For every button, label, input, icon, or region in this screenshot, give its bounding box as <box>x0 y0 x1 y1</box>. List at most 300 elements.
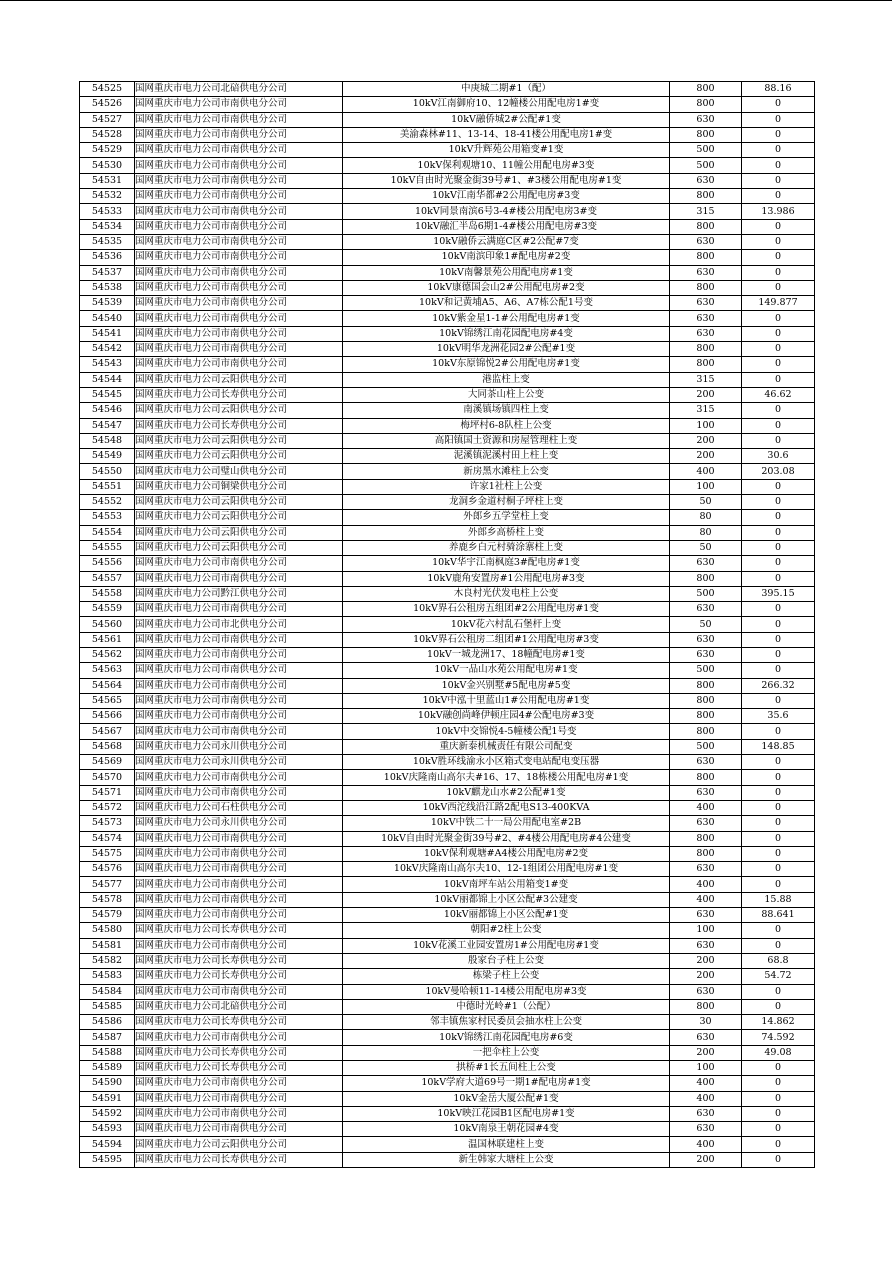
cell-transformer: 10kV鹿角安置房#1公用配电房#3变 <box>343 571 670 586</box>
cell-id: 54538 <box>80 280 135 295</box>
table-row <box>80 999 815 1014</box>
cell-company: 国网重庆市电力公司云阳供电分公司 <box>135 433 343 448</box>
cell-value: 0 <box>742 265 815 280</box>
cell-transformer: 10kV西沱线沿江路2配电S13-400KVA <box>343 800 670 815</box>
cell-company: 国网重庆市电力公司市南供电分公司 <box>135 112 343 127</box>
cell-id: 54547 <box>80 418 135 433</box>
table-row <box>80 755 815 770</box>
cell-capacity: 315 <box>670 372 742 387</box>
cell-capacity: 200 <box>670 1152 742 1167</box>
cell-value: 0 <box>742 1091 815 1106</box>
cell-transformer: 10kV庆隆南山高尔夫#16、17、18栋楼公用配电房#1变 <box>343 770 670 785</box>
cell-value: 0 <box>742 816 815 831</box>
cell-value: 0 <box>742 403 815 418</box>
cell-capacity: 800 <box>670 999 742 1014</box>
cell-capacity: 315 <box>670 204 742 219</box>
cell-transformer: 10kV东原锦悦2#公用配电房#1变 <box>343 357 670 372</box>
table-row <box>80 923 815 938</box>
cell-value: 0 <box>742 984 815 999</box>
table-row <box>80 647 815 662</box>
cell-company: 国网重庆市电力公司长寿供电分公司 <box>135 418 343 433</box>
cell-id: 54568 <box>80 739 135 754</box>
table-row <box>80 97 815 112</box>
cell-capacity: 100 <box>670 1061 742 1076</box>
cell-capacity: 200 <box>670 953 742 968</box>
cell-value: 148.85 <box>742 739 815 754</box>
cell-capacity: 400 <box>670 1137 742 1152</box>
cell-transformer: 温国林联建柱上变 <box>343 1137 670 1152</box>
cell-company: 国网重庆市电力公司市南供电分公司 <box>135 296 343 311</box>
cell-value: 0 <box>742 663 815 678</box>
table-row <box>80 479 815 494</box>
cell-transformer: 10kV界石公租房二组团#1公用配电房#3变 <box>343 632 670 647</box>
cell-value: 395.15 <box>742 586 815 601</box>
cell-capacity: 500 <box>670 663 742 678</box>
cell-capacity: 200 <box>670 969 742 984</box>
cell-capacity: 630 <box>670 296 742 311</box>
cell-capacity: 800 <box>670 831 742 846</box>
cell-id: 54554 <box>80 525 135 540</box>
cell-id: 54550 <box>80 464 135 479</box>
cell-transformer: 许家1社柱上公变 <box>343 479 670 494</box>
cell-id: 54595 <box>80 1152 135 1167</box>
cell-company: 国网重庆市电力公司市南供电分公司 <box>135 938 343 953</box>
cell-transformer: 10kV中泓十里蓝山1#公用配电房#1变 <box>343 693 670 708</box>
cell-capacity: 80 <box>670 525 742 540</box>
cell-company: 国网重庆市电力公司市南供电分公司 <box>135 234 343 249</box>
cell-capacity: 800 <box>670 678 742 693</box>
cell-capacity: 800 <box>670 127 742 142</box>
cell-id: 54571 <box>80 785 135 800</box>
cell-id: 54586 <box>80 1015 135 1030</box>
cell-id: 54562 <box>80 647 135 662</box>
cell-id: 54587 <box>80 1030 135 1045</box>
cell-value: 49.08 <box>742 1045 815 1060</box>
cell-id: 54551 <box>80 479 135 494</box>
cell-company: 国网重庆市电力公司市南供电分公司 <box>135 265 343 280</box>
cell-capacity: 800 <box>670 724 742 739</box>
cell-id: 54576 <box>80 862 135 877</box>
cell-capacity: 800 <box>670 571 742 586</box>
cell-company: 国网重庆市电力公司市南供电分公司 <box>135 724 343 739</box>
cell-transformer: 10kV丽都锦上小区公配#3公建变 <box>343 892 670 907</box>
cell-transformer: 10kV金兴别墅#5配电房#5变 <box>343 678 670 693</box>
cell-capacity: 630 <box>670 1106 742 1121</box>
cell-company: 国网重庆市电力公司长寿供电分公司 <box>135 923 343 938</box>
cell-value: 0 <box>742 189 815 204</box>
cell-transformer: 新房黑水滩柱上公变 <box>343 464 670 479</box>
cell-capacity: 800 <box>670 82 742 97</box>
cell-company: 国网重庆市电力公司市南供电分公司 <box>135 709 343 724</box>
cell-id: 54582 <box>80 953 135 968</box>
cell-capacity: 800 <box>670 357 742 372</box>
cell-company: 国网重庆市电力公司市南供电分公司 <box>135 326 343 341</box>
cell-id: 54557 <box>80 571 135 586</box>
cell-value: 0 <box>742 540 815 555</box>
table-row <box>80 495 815 510</box>
table-row <box>80 342 815 357</box>
cell-company: 国网重庆市电力公司市南供电分公司 <box>135 1091 343 1106</box>
cell-company: 国网重庆市电力公司市南供电分公司 <box>135 556 343 571</box>
cell-id: 54539 <box>80 296 135 311</box>
cell-transformer: 10kV南坪车站公用箱变1#变 <box>343 877 670 892</box>
table-row <box>80 82 815 97</box>
cell-value: 46.62 <box>742 387 815 402</box>
cell-id: 54537 <box>80 265 135 280</box>
cell-company: 国网重庆市电力公司市南供电分公司 <box>135 663 343 678</box>
cell-value: 0 <box>742 1076 815 1091</box>
cell-transformer: 10kV一城龙洲17、18幢配电房#1变 <box>343 647 670 662</box>
table-row <box>80 724 815 739</box>
cell-company: 国网重庆市电力公司长寿供电分公司 <box>135 1061 343 1076</box>
cell-value: 0 <box>742 219 815 234</box>
cell-capacity: 800 <box>670 250 742 265</box>
table-row <box>80 311 815 326</box>
cell-company: 国网重庆市电力公司市南供电分公司 <box>135 602 343 617</box>
cell-capacity: 630 <box>670 265 742 280</box>
table-row <box>80 1122 815 1137</box>
cell-transformer: 10kV中交锦悦4-5幢楼公配1号变 <box>343 724 670 739</box>
cell-transformer: 10kV学府大道69号一期1#配电房#1变 <box>343 1076 670 1091</box>
table-row <box>80 1152 815 1167</box>
cell-company: 国网重庆市电力公司石柱供电分公司 <box>135 800 343 815</box>
cell-id: 54589 <box>80 1061 135 1076</box>
cell-capacity: 630 <box>670 112 742 127</box>
cell-capacity: 50 <box>670 495 742 510</box>
cell-company: 国网重庆市电力公司市南供电分公司 <box>135 770 343 785</box>
cell-value: 0 <box>742 632 815 647</box>
table-row <box>80 1015 815 1030</box>
cell-transformer: 大同茶山柱上公变 <box>343 387 670 402</box>
cell-value: 0 <box>742 143 815 158</box>
table-row <box>80 739 815 754</box>
cell-company: 国网重庆市电力公司云阳供电分公司 <box>135 372 343 387</box>
cell-transformer: 10kV映江花园B1区配电房#1变 <box>343 1106 670 1121</box>
cell-capacity: 630 <box>670 647 742 662</box>
cell-value: 0 <box>742 785 815 800</box>
cell-id: 54581 <box>80 938 135 953</box>
cell-company: 国网重庆市电力公司云阳供电分公司 <box>135 525 343 540</box>
cell-transformer: 新生韩家大塘柱上公变 <box>343 1152 670 1167</box>
table-row <box>80 280 815 295</box>
cell-transformer: 外郎乡五学堂柱上变 <box>343 510 670 525</box>
cell-company: 国网重庆市电力公司市北供电分公司 <box>135 617 343 632</box>
table-row <box>80 250 815 265</box>
table-row <box>80 892 815 907</box>
page-top-rule <box>0 0 892 1</box>
table-row <box>80 204 815 219</box>
cell-value: 0 <box>742 556 815 571</box>
cell-value: 30.6 <box>742 449 815 464</box>
cell-company: 国网重庆市电力公司市南供电分公司 <box>135 632 343 647</box>
cell-transformer: 一把伞柱上公变 <box>343 1045 670 1060</box>
cell-transformer: 10kV金岳大厦公配#1变 <box>343 1091 670 1106</box>
table-row <box>80 556 815 571</box>
cell-transformer: 10kV曼哈顿11-14楼公用配电房#3变 <box>343 984 670 999</box>
cell-company: 国网重庆市电力公司永川供电分公司 <box>135 755 343 770</box>
cell-transformer: 重庆新泰机械责任有限公司配变 <box>343 739 670 754</box>
cell-transformer: 10kV江南华都#2公用配电房#3变 <box>343 189 670 204</box>
cell-company: 国网重庆市电力公司市南供电分公司 <box>135 678 343 693</box>
cell-id: 54534 <box>80 219 135 234</box>
table-row <box>80 953 815 968</box>
table-row <box>80 540 815 555</box>
table-row <box>80 158 815 173</box>
table-row <box>80 816 815 831</box>
cell-transformer: 10kV融创尚峰伊顿庄园4#公配电房#3变 <box>343 709 670 724</box>
cell-id: 54588 <box>80 1045 135 1060</box>
cell-capacity: 30 <box>670 1015 742 1030</box>
cell-transformer: 10kV紫金星1-1#公用配电房#1变 <box>343 311 670 326</box>
cell-capacity: 630 <box>670 1030 742 1045</box>
cell-company: 国网重庆市电力公司市南供电分公司 <box>135 571 343 586</box>
cell-company: 国网重庆市电力公司市南供电分公司 <box>135 908 343 923</box>
table-row <box>80 525 815 540</box>
cell-transformer: 10kV胜环线渝永小区箱式变电站配电变压器 <box>343 755 670 770</box>
cell-value: 0 <box>742 280 815 295</box>
cell-id: 54559 <box>80 602 135 617</box>
cell-company: 国网重庆市电力公司长寿供电分公司 <box>135 953 343 968</box>
capacity-table <box>79 81 815 1168</box>
cell-company: 国网重庆市电力公司云阳供电分公司 <box>135 449 343 464</box>
cell-id: 54535 <box>80 234 135 249</box>
cell-company: 国网重庆市电力公司铜梁供电分公司 <box>135 479 343 494</box>
cell-capacity: 80 <box>670 510 742 525</box>
cell-value: 0 <box>742 433 815 448</box>
cell-value: 0 <box>742 234 815 249</box>
cell-company: 国网重庆市电力公司市南供电分公司 <box>135 250 343 265</box>
table-row <box>80 693 815 708</box>
table-body <box>80 82 815 1168</box>
cell-company: 国网重庆市电力公司市南供电分公司 <box>135 357 343 372</box>
cell-capacity: 200 <box>670 1045 742 1060</box>
cell-capacity: 400 <box>670 892 742 907</box>
cell-company: 国网重庆市电力公司云阳供电分公司 <box>135 540 343 555</box>
table-row <box>80 1137 815 1152</box>
cell-company: 国网重庆市电力公司长寿供电分公司 <box>135 1152 343 1167</box>
cell-id: 54560 <box>80 617 135 632</box>
table-row <box>80 709 815 724</box>
cell-value: 68.8 <box>742 953 815 968</box>
cell-capacity: 630 <box>670 234 742 249</box>
cell-company: 国网重庆市电力公司北碚供电分公司 <box>135 82 343 97</box>
cell-transformer: 拱桥#1长五间柱上公变 <box>343 1061 670 1076</box>
cell-id: 54585 <box>80 999 135 1014</box>
cell-company: 国网重庆市电力公司市南供电分公司 <box>135 127 343 142</box>
cell-capacity: 630 <box>670 326 742 341</box>
cell-capacity: 500 <box>670 586 742 601</box>
cell-transformer: 邻丰镇焦家村民委员会抽水柱上公变 <box>343 1015 670 1030</box>
cell-transformer: 10kV锦绣江南花园配电房#4变 <box>343 326 670 341</box>
cell-capacity: 100 <box>670 479 742 494</box>
cell-company: 国网重庆市电力公司市南供电分公司 <box>135 892 343 907</box>
table-row <box>80 387 815 402</box>
cell-capacity: 100 <box>670 923 742 938</box>
cell-capacity: 200 <box>670 433 742 448</box>
cell-transformer: 养鹿乡白元村骑涂寨柱上变 <box>343 540 670 555</box>
cell-value: 0 <box>742 342 815 357</box>
cell-capacity: 50 <box>670 540 742 555</box>
cell-company: 国网重庆市电力公司市南供电分公司 <box>135 311 343 326</box>
cell-id: 54540 <box>80 311 135 326</box>
cell-value: 0 <box>742 800 815 815</box>
cell-company: 国网重庆市电力公司市南供电分公司 <box>135 1122 343 1137</box>
cell-id: 54580 <box>80 923 135 938</box>
table-row <box>80 219 815 234</box>
cell-value: 0 <box>742 846 815 861</box>
cell-capacity: 630 <box>670 908 742 923</box>
cell-transformer: 10kV一品山水苑公用配电房#1变 <box>343 663 670 678</box>
cell-id: 54526 <box>80 97 135 112</box>
cell-transformer: 南溪镇场镇四柱上变 <box>343 403 670 418</box>
cell-transformer: 10kV界石公租房五组团#2公用配电房#1变 <box>343 602 670 617</box>
cell-id: 54558 <box>80 586 135 601</box>
cell-transformer: 港监柱上变 <box>343 372 670 387</box>
cell-value: 88.641 <box>742 908 815 923</box>
cell-capacity: 500 <box>670 739 742 754</box>
cell-capacity: 400 <box>670 464 742 479</box>
cell-company: 国网重庆市电力公司云阳供电分公司 <box>135 510 343 525</box>
cell-value: 0 <box>742 357 815 372</box>
cell-capacity: 500 <box>670 143 742 158</box>
cell-company: 国网重庆市电力公司市南供电分公司 <box>135 1106 343 1121</box>
cell-value: 0 <box>742 250 815 265</box>
cell-capacity: 800 <box>670 342 742 357</box>
cell-value: 0 <box>742 617 815 632</box>
cell-transformer: 10kV融汇半岛6期1-4#楼公用配电房#3变 <box>343 219 670 234</box>
table-row <box>80 449 815 464</box>
table-row <box>80 831 815 846</box>
table-row <box>80 602 815 617</box>
cell-id: 54545 <box>80 387 135 402</box>
cell-company: 国网重庆市电力公司市南供电分公司 <box>135 877 343 892</box>
cell-transformer: 10kV同景南滨6号3-4#楼公用配电房3#变 <box>343 204 670 219</box>
cell-id: 54553 <box>80 510 135 525</box>
cell-transformer: 10kV融侨云满庭C区#2公配#7变 <box>343 234 670 249</box>
cell-id: 54578 <box>80 892 135 907</box>
cell-company: 国网重庆市电力公司璧山供电分公司 <box>135 464 343 479</box>
cell-capacity: 800 <box>670 280 742 295</box>
cell-capacity: 315 <box>670 403 742 418</box>
table-row <box>80 265 815 280</box>
cell-id: 54590 <box>80 1076 135 1091</box>
cell-id: 54575 <box>80 846 135 861</box>
table-row <box>80 785 815 800</box>
table-row <box>80 770 815 785</box>
cell-company: 国网重庆市电力公司市南供电分公司 <box>135 1030 343 1045</box>
cell-company: 国网重庆市电力公司长寿供电分公司 <box>135 969 343 984</box>
table-row <box>80 862 815 877</box>
cell-capacity: 630 <box>670 816 742 831</box>
cell-value: 0 <box>742 693 815 708</box>
cell-capacity: 400 <box>670 800 742 815</box>
cell-value: 13.986 <box>742 204 815 219</box>
cell-capacity: 630 <box>670 173 742 188</box>
cell-company: 国网重庆市电力公司永川供电分公司 <box>135 816 343 831</box>
cell-transformer: 木良村光伏发电柱上公变 <box>343 586 670 601</box>
cell-value: 0 <box>742 1122 815 1137</box>
cell-id: 54549 <box>80 449 135 464</box>
cell-id: 54546 <box>80 403 135 418</box>
table-row <box>80 877 815 892</box>
cell-capacity: 630 <box>670 938 742 953</box>
cell-transformer: 10kV麒龙山水#2公配#1变 <box>343 785 670 800</box>
cell-id: 54530 <box>80 158 135 173</box>
cell-value: 0 <box>742 1106 815 1121</box>
cell-id: 54536 <box>80 250 135 265</box>
cell-capacity: 630 <box>670 755 742 770</box>
cell-capacity: 630 <box>670 602 742 617</box>
table-row <box>80 1045 815 1060</box>
cell-value: 0 <box>742 647 815 662</box>
cell-value: 0 <box>742 479 815 494</box>
cell-capacity: 630 <box>670 632 742 647</box>
table-row <box>80 908 815 923</box>
cell-capacity: 630 <box>670 862 742 877</box>
cell-company: 国网重庆市电力公司市南供电分公司 <box>135 647 343 662</box>
table-row <box>80 846 815 861</box>
cell-capacity: 200 <box>670 449 742 464</box>
table-row <box>80 1076 815 1091</box>
cell-company: 国网重庆市电力公司市南供电分公司 <box>135 189 343 204</box>
cell-company: 国网重庆市电力公司长寿供电分公司 <box>135 1015 343 1030</box>
cell-id: 54561 <box>80 632 135 647</box>
cell-transformer: 10kV华宇江南枫庭3#配电房#1变 <box>343 556 670 571</box>
cell-transformer: 10kV保利观塘10、11幢公用配电房#3变 <box>343 158 670 173</box>
cell-capacity: 500 <box>670 158 742 173</box>
cell-value: 203.08 <box>742 464 815 479</box>
cell-id: 54528 <box>80 127 135 142</box>
table-row <box>80 1030 815 1045</box>
table-row <box>80 143 815 158</box>
cell-company: 国网重庆市电力公司市南供电分公司 <box>135 204 343 219</box>
cell-company: 国网重庆市电力公司市南供电分公司 <box>135 280 343 295</box>
cell-id: 54563 <box>80 663 135 678</box>
cell-value: 0 <box>742 1137 815 1152</box>
cell-transformer: 10kV江南御府10、12幢楼公用配电房1#变 <box>343 97 670 112</box>
cell-transformer: 美渝森林#11、13-14、18-41楼公用配电房1#变 <box>343 127 670 142</box>
table-row <box>80 800 815 815</box>
cell-company: 国网重庆市电力公司市南供电分公司 <box>135 158 343 173</box>
cell-id: 54542 <box>80 342 135 357</box>
table-row <box>80 234 815 249</box>
cell-value: 0 <box>742 602 815 617</box>
cell-capacity: 800 <box>670 709 742 724</box>
cell-company: 国网重庆市电力公司市南供电分公司 <box>135 785 343 800</box>
table-row <box>80 663 815 678</box>
table-row <box>80 112 815 127</box>
table-row <box>80 1061 815 1076</box>
cell-transformer: 10kV南滨印象1#配电房#2变 <box>343 250 670 265</box>
table-row <box>80 403 815 418</box>
cell-company: 国网重庆市电力公司市南供电分公司 <box>135 143 343 158</box>
cell-id: 54525 <box>80 82 135 97</box>
cell-id: 54583 <box>80 969 135 984</box>
cell-id: 54531 <box>80 173 135 188</box>
cell-transformer: 10kV花溪工业园安置房1#公用配电房#1变 <box>343 938 670 953</box>
cell-company: 国网重庆市电力公司长寿供电分公司 <box>135 387 343 402</box>
cell-capacity: 400 <box>670 1091 742 1106</box>
cell-company: 国网重庆市电力公司北碚供电分公司 <box>135 999 343 1014</box>
cell-id: 54572 <box>80 800 135 815</box>
cell-value: 0 <box>742 311 815 326</box>
cell-company: 国网重庆市电力公司市南供电分公司 <box>135 862 343 877</box>
table-row <box>80 571 815 586</box>
cell-capacity: 800 <box>670 770 742 785</box>
cell-company: 国网重庆市电力公司市南供电分公司 <box>135 693 343 708</box>
cell-value: 15.88 <box>742 892 815 907</box>
cell-id: 54570 <box>80 770 135 785</box>
